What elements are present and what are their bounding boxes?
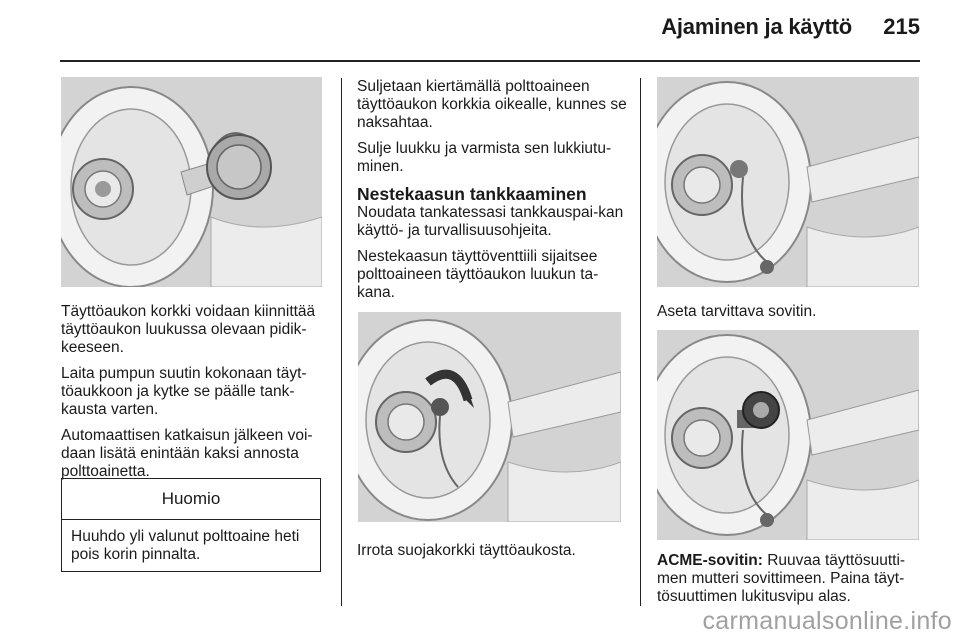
section-heading: Nestekaasun tankkaaminen	[357, 184, 587, 204]
caption-text: Ruuvaa täyttösuutti-men mutteri sovittimeen. Paina täyt-tösuuttimen lukitusvipu alas.	[657, 552, 906, 605]
paragraph: Suljetaan kiertämällä polttoaineen täyttöaukon korkkia oikealle, kunnes se naksahtaa.	[357, 78, 627, 131]
column-divider-right	[640, 78, 641, 606]
paragraph: Laita pumpun suutin kokonaan täyt-töaukkoon ja kytke se päälle tank-kausta varten.	[61, 365, 307, 418]
page-number: 215	[883, 14, 920, 39]
note-text: Huuhdo yli valunut polttoaine heti pois korin pinnalta.	[71, 528, 300, 563]
acme-adapter-illustration	[657, 330, 919, 540]
caption: Irrota suojakorkki täyttöaukosta.	[357, 542, 576, 559]
note-box	[61, 478, 321, 572]
header-title: Ajaminen ja käyttö	[661, 14, 852, 39]
photo-fuel-cap	[61, 77, 322, 287]
fuel-cap-tethered-illustration	[61, 77, 322, 287]
photo-acme-adapter	[657, 330, 919, 540]
paragraph: Sulje luukku ja varmista sen lukkiutu-minen.	[357, 140, 612, 175]
watermark: carmanualsonline.info	[702, 607, 952, 635]
lpg-valve-open-illustration	[657, 77, 919, 287]
paragraph: Automaattisen katkaisun jälkeen voi-daan lisätä enintään kaksi annosta polttoainetta.	[61, 427, 313, 480]
column-divider-left	[341, 78, 342, 606]
paragraph: Täyttöaukon korkki voidaan kiinnittää täyttöaukon luukussa olevaan pidik-keeseen.	[61, 303, 316, 356]
paragraph: Noudata tankatessasi tankkauspai-kan käyttö- ja turvallisuusohjeita.	[357, 204, 624, 239]
caption-acme	[657, 552, 922, 606]
paragraph: Nestekaasun täyttöventtiili sijaitsee polttoaineen täyttöaukon luukun ta-kana.	[357, 248, 599, 301]
lpg-cap-removal-illustration	[358, 312, 621, 522]
photo-lpg-cap-removal	[358, 312, 621, 522]
note-title: Huomio	[62, 479, 320, 520]
header-rule	[60, 60, 920, 62]
caption-label: ACME-sovitin:	[657, 552, 763, 569]
photo-lpg-valve	[657, 77, 919, 287]
caption: Aseta tarvittava sovitin.	[657, 303, 817, 320]
